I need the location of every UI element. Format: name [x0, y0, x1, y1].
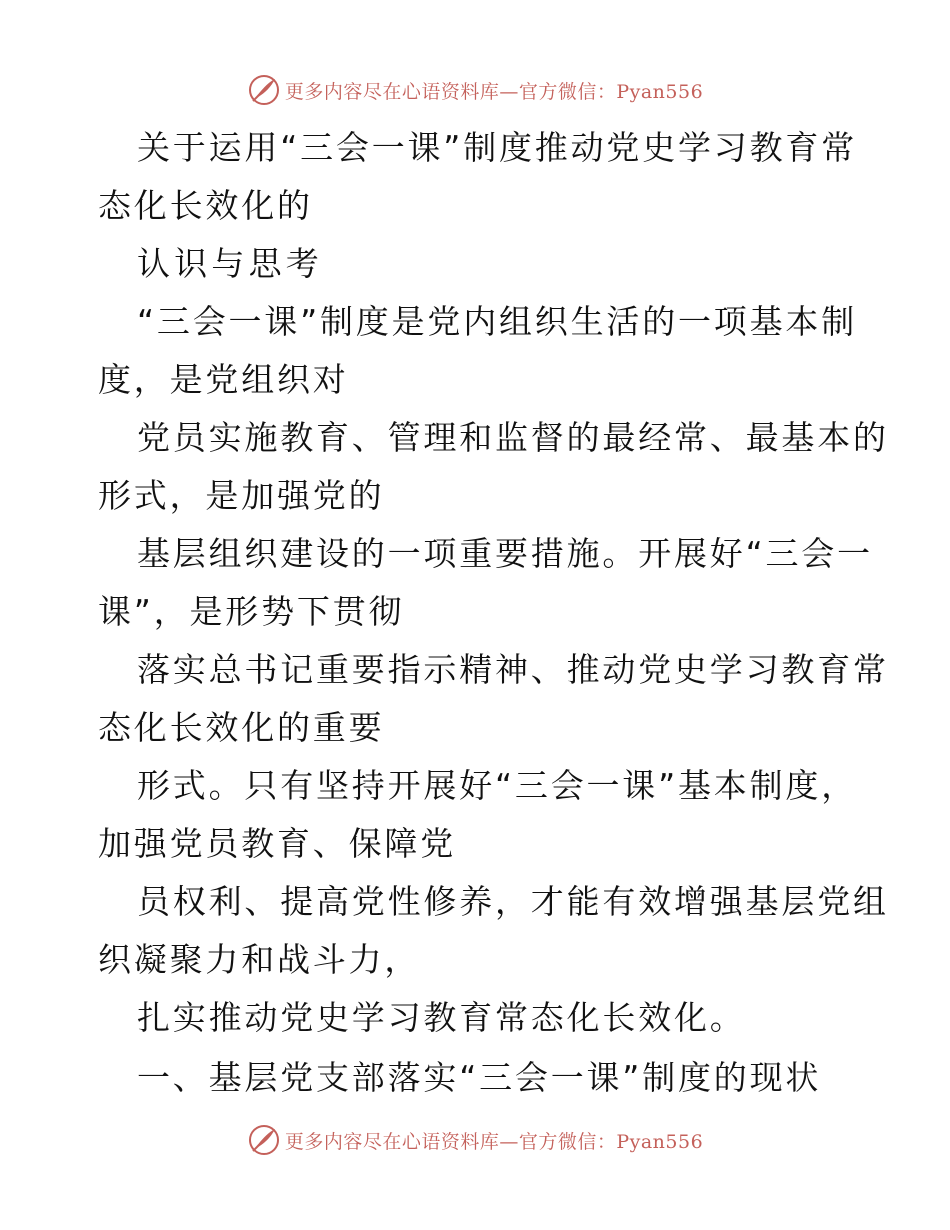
- paragraph-line: 形式。只有坚持开展好“三会一课”基本制度，: [137, 766, 857, 805]
- paragraph-line: 度，是党组织对: [98, 360, 349, 399]
- header-watermark: [0, 70, 950, 110]
- feather-pen-logo-icon: [247, 1123, 281, 1157]
- paragraph-line: “三会一课”制度是党内组织生活的一项基本制: [137, 302, 857, 341]
- paragraph-line: 基层组织建设的一项重要措施。开展好“三会一: [137, 534, 873, 573]
- paragraph-line: 党员实施教育、管理和监督的最经常、最基本的: [137, 418, 889, 457]
- paragraph-line: 课”，是形势下贯彻: [98, 592, 405, 631]
- feather-pen-logo-icon: [247, 73, 281, 107]
- title-line-2: 态化长效化的: [98, 186, 313, 225]
- paragraph-line: 织凝聚力和战斗力，: [98, 940, 421, 979]
- paragraph-line: 扎实推动党史学习教育常态化长效化。: [137, 998, 746, 1037]
- paragraph-line: 员权利、提高党性修养，才能有效增强基层党组: [137, 882, 889, 921]
- title-line-3: 认识与思考: [137, 244, 323, 283]
- paragraph-line: 态化长效化的重要: [98, 708, 385, 747]
- footer-watermark: [0, 1120, 950, 1160]
- watermark-text: 更多内容尽在心语资料库—官方微信：Pyan556: [284, 1130, 704, 1153]
- paragraph-line: 加强党员教育、保障党: [98, 824, 456, 863]
- paragraph-line: 形式，是加强党的: [98, 476, 385, 515]
- section-heading: 一、基层党支部落实“三会一课”制度的现状: [137, 1058, 822, 1097]
- paragraph-line: 落实总书记重要指示精神、推动党史学习教育常: [137, 650, 889, 689]
- watermark-text: 更多内容尽在心语资料库—官方微信：Pyan556: [284, 80, 704, 103]
- title-line-1: 关于运用“三会一课”制度推动党史学习教育常: [137, 128, 857, 167]
